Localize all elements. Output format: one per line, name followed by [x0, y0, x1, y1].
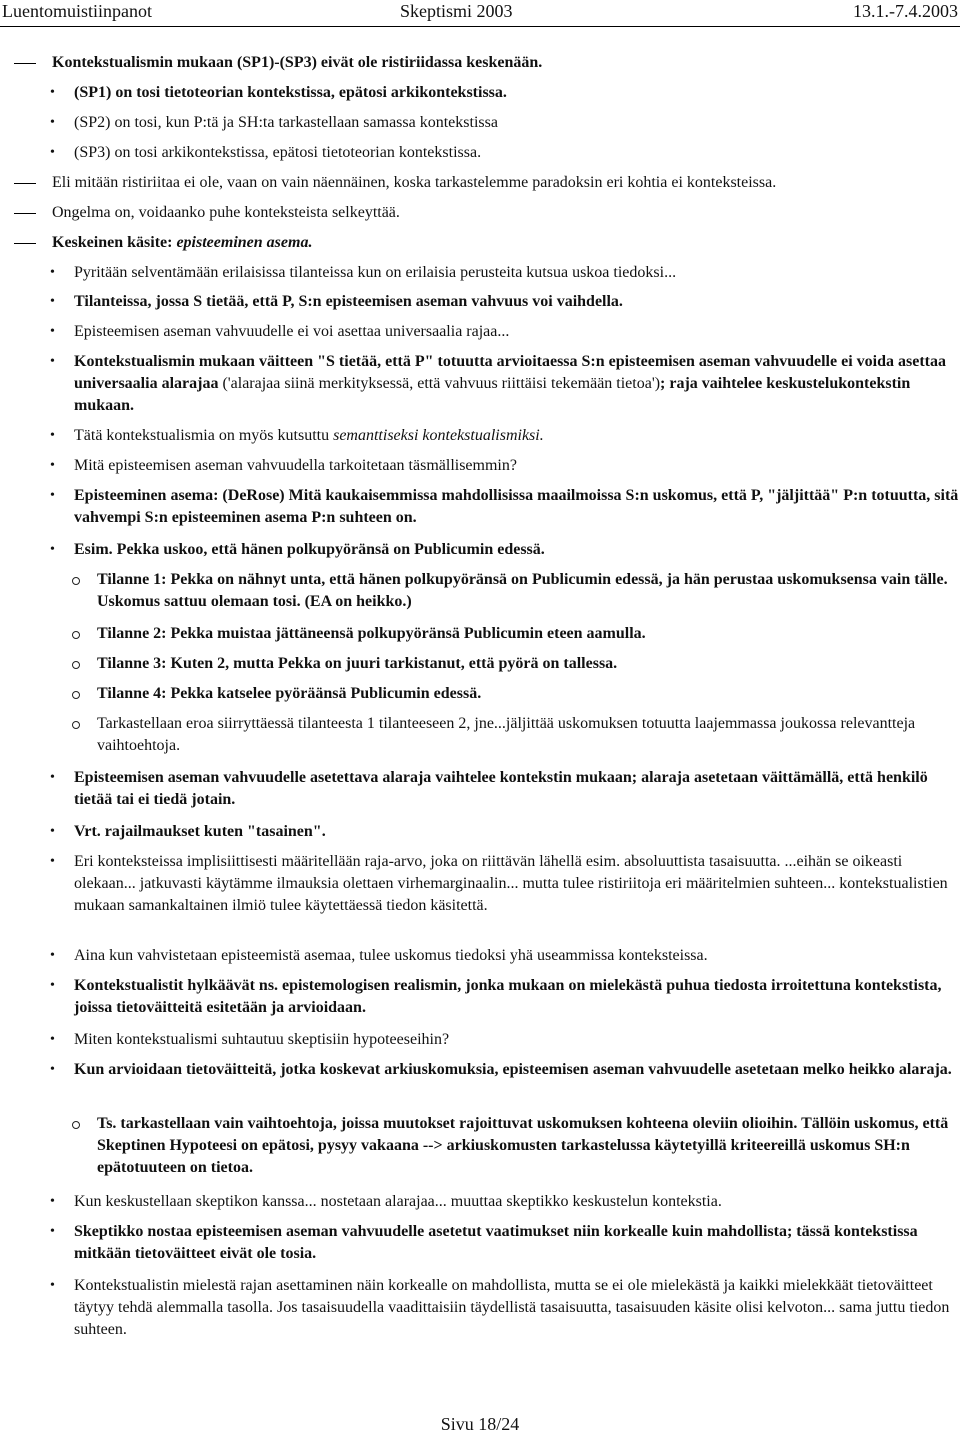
- item-text: Skeptikko nostaa episteemisen aseman vahvuudelle asetetut vaatimukset niin korkealle kuin mahdollista; tässä kontekstissa mitkään tietoväitteet eivät ole tosia.: [74, 1223, 918, 1262]
- dash-marker: [14, 63, 36, 64]
- header-left-title: Luentomuistiinpanot: [2, 1, 152, 21]
- item-text: Ongelma on, voidaanko puhe konteksteista selkeyttää.: [52, 204, 400, 221]
- list-item: [0, 291, 960, 321]
- list-item: [0, 683, 960, 713]
- item-text: Aina kun vahvistetaan episteemistä asemaa, tulee uskomus tiedoksi yhä useammissa konteksteissa.: [74, 947, 708, 964]
- circle-marker: [72, 661, 80, 669]
- item-text: Miten kontekstualismi suhtautuu skeptisiin hypoteeseihin?: [74, 1031, 450, 1048]
- list-item: [0, 821, 960, 851]
- document-body: [0, 52, 960, 1349]
- bullet-marker: •: [50, 115, 55, 130]
- bullet-marker: •: [50, 824, 55, 839]
- bullet-marker: •: [50, 1194, 55, 1209]
- dash-marker: [14, 183, 36, 184]
- item-text-plain: ('alarajaa siinä merkityksessä, että vahvuus riittäisi tekemään tietoa'): [218, 375, 661, 392]
- item-text: Tilanteissa, jossa S tietää, että P, S:n episteemisen aseman vahvuus voi vaihdella.: [74, 293, 623, 310]
- item-text: (SP1) on tosi tietoteorian kontekstissa, epätosi arkikontekstissa.: [74, 84, 507, 101]
- item-text: Eli mitään ristiriitaa ei ole, vaan on vain näennäinen, koska tarkastelemme paradoksin eri kohtia ei konteksteissa.: [52, 174, 777, 191]
- circle-marker: [72, 721, 80, 729]
- item-text: Episteeminen asema: (DeRose) Mitä kaukaisemmissa mahdollisissa maailmoissa S:n uskomus, että P, "jäljittää" P:n totuutta, sitä vahvempi S:n episteeminen asema P:n suhteen on.: [74, 487, 959, 526]
- item-text: Episteemisen aseman vahvuudelle ei voi asettaa universaalia rajaa...: [74, 323, 510, 340]
- list-item: [0, 1221, 960, 1275]
- list-item: [0, 1275, 960, 1349]
- dash-marker: [14, 243, 36, 244]
- bullet-marker: •: [50, 354, 55, 369]
- bullet-marker: •: [50, 458, 55, 473]
- list-item: [0, 1113, 960, 1191]
- bullet-marker: •: [50, 948, 55, 963]
- bullet-marker: •: [50, 85, 55, 100]
- list-item: [0, 232, 960, 262]
- item-text: Kontekstualistin mielestä rajan asettaminen näin korkealle on mahdollista, mutta se ei ole mielekästä ja kaikki mielekkäät tietoväitteet täytyy tehdä alemmalla tasolla. Jos tasaisuudella vaadittaisiin täydellistä tasaisuutta, tasaisuuden käsite olisi kelvoton... sama juttu tiedon suhteen.: [74, 1277, 950, 1338]
- list-item: [0, 1059, 960, 1113]
- item-text: Kun arvioidaan tietoväitteitä, jotka koskevat arkiuskomuksia, episteemisen aseman vahvuudelle asetetaan melko heikko alaraja.: [74, 1061, 952, 1078]
- dash-marker: [14, 213, 36, 214]
- item-text-emphasis: semanttiseksi kontekstualismiksi.: [333, 427, 544, 444]
- item-text: (SP3) on tosi arkikontekstissa, epätosi tietoteorian kontekstissa.: [74, 144, 482, 161]
- list-item: [0, 569, 960, 623]
- bullet-marker: •: [50, 488, 55, 503]
- bullet-marker: •: [50, 428, 55, 443]
- item-text: Esim. Pekka uskoo, että hänen polkupyöränsä on Publicumin edessä.: [74, 541, 545, 558]
- list-item: [0, 142, 960, 172]
- list-item: [0, 172, 960, 202]
- circle-marker: [72, 631, 80, 639]
- list-item: [0, 1029, 960, 1059]
- bullet-marker: •: [50, 1062, 55, 1077]
- bullet-marker: •: [50, 770, 55, 785]
- list-item: [0, 321, 960, 351]
- item-text: Mitä episteemisen aseman vahvuudella tarkoitetaan täsmällisemmin?: [74, 457, 517, 474]
- list-item: [0, 713, 960, 767]
- item-text-emphasis: episteeminen asema.: [176, 234, 313, 251]
- bullet-marker: •: [50, 1032, 55, 1047]
- circle-marker: [72, 1121, 80, 1129]
- circle-marker: [72, 691, 80, 699]
- list-item: [0, 202, 960, 232]
- item-text: Tilanne 3: Kuten 2, mutta Pekka on juuri tarkistanut, että pyörä on tallessa.: [97, 655, 618, 672]
- bullet-marker: •: [50, 324, 55, 339]
- bullet-marker: •: [50, 265, 55, 280]
- list-item: [0, 425, 960, 455]
- list-item: [0, 82, 960, 112]
- list-item: [0, 653, 960, 683]
- item-text: Pyritään selventämään erilaisissa tilanteissa kun on erilaisia perusteita kutsua uskoa tiedoksi...: [74, 264, 677, 281]
- bullet-marker: •: [50, 978, 55, 993]
- item-text: Keskeinen käsite:: [52, 234, 177, 251]
- item-text: Episteemisen aseman vahvuudelle asetettava alaraja vaihtelee kontekstin mukaan; alaraja asetetaan väittämällä, että henkilö tietää tai ei tiedä jotain.: [74, 769, 928, 808]
- list-item: [0, 485, 960, 539]
- bullet-marker: •: [50, 1224, 55, 1239]
- bullet-marker: •: [50, 1278, 55, 1293]
- list-item: [0, 351, 960, 425]
- header-date-range: 13.1.-7.4.2003: [853, 1, 958, 21]
- item-text: Tarkastellaan eroa siirryttäessä tilanteesta 1 tilanteeseen 2, jne...jäljittää uskomuksen totuutta laajemmassa joukossa relevantteja vaihtoehtoja.: [97, 715, 916, 754]
- bullet-marker: •: [50, 542, 55, 557]
- header-center-title: Skeptismi 2003: [400, 1, 513, 21]
- list-item: [0, 112, 960, 142]
- list-item: [0, 945, 960, 975]
- list-item: [0, 52, 960, 82]
- item-text: Tilanne 2: Pekka muistaa jättäneensä polkupyöränsä Publicumin eteen aamulla.: [97, 625, 646, 642]
- item-text: Tilanne 4: Pekka katselee pyöräänsä Publicumin edessä.: [97, 685, 482, 702]
- circle-marker: [72, 577, 80, 585]
- list-item: [0, 975, 960, 1029]
- item-text: Kun keskustellaan skeptikon kanssa... nostetaan alarajaa... muuttaa skeptikko keskustelun kontekstia.: [74, 1193, 722, 1210]
- item-text: Eri konteksteissa implisiittisesti määritellään raja-arvo, joka on riittävän lähellä esim. absoluuttista tasaisuutta. ...eihän se oikeasti olekaan... jatkuvasti käytämme ilmauksia olettaen virhemarginaalin... mutta tulee ristiriitoja eri määritelmien suhteen... kontekstualistien mukaan samankaltainen ilmiö tulee käytettäessä tiedon käsitettä.: [74, 853, 948, 914]
- page-number: Sivu 18/24: [440, 1414, 520, 1434]
- item-text: ; raja vaihtelee keskustelukontekstin mukaan.: [74, 375, 911, 414]
- list-item: [0, 851, 960, 945]
- list-item: [0, 1191, 960, 1221]
- item-text: Tilanne 1: Pekka on nähnyt unta, että hänen polkupyöränsä on Publicumin edessä, ja hän perustaa uskomuksensa vain tälle. Uskomus sattuu olemaan tosi. (EA on heikko.): [97, 571, 948, 610]
- item-text: Ts. tarkastellaan vain vaihtoehtoja, joissa muutokset rajoittuvat uskomuksen kohteena oleviin olioihin. Tällöin uskomus, että Skeptinen Hypoteesi on epätosi, pysyy vakaana --> arkiuskomusten tarkastelussa käytetyillä kriteereillä uskomus SH:n epätotuuteen on tietoa.: [97, 1115, 949, 1176]
- bullet-marker: •: [50, 854, 55, 869]
- page-header: [0, 0, 960, 24]
- list-item: [0, 767, 960, 821]
- item-text: Tätä kontekstualismia on myös kutsuttu: [74, 427, 334, 444]
- header-divider: [0, 26, 960, 27]
- bullet-marker: •: [50, 294, 55, 309]
- item-text: Kontekstualistit hylkäävät ns. epistemologisen realismin, jonka mukaan on mielekästä puhua tiedosta irroitettuna kontekstista, joissa tietoväitteitä esitetään ja arvioidaan.: [74, 977, 942, 1016]
- item-text: (SP2) on tosi, kun P:tä ja SH:ta tarkastellaan samassa kontekstissa: [74, 114, 498, 131]
- bullet-marker: •: [50, 145, 55, 160]
- item-text: Kontekstualismin mukaan (SP1)-(SP3) eivät ole ristiriidassa keskenään.: [52, 54, 543, 71]
- item-text: Kontekstualismin mukaan väitteen "S tietää, että P" totuutta arvioitaessa S:n episteemisen aseman vahvuudelle ei voida asettaa universaalia alarajaa: [74, 353, 946, 392]
- list-item: [0, 539, 960, 569]
- list-item: [0, 623, 960, 653]
- list-item: [0, 455, 960, 485]
- page-footer: [0, 1414, 960, 1435]
- list-item: [0, 262, 960, 291]
- item-text: Vrt. rajailmaukset kuten "tasainen".: [74, 823, 326, 840]
